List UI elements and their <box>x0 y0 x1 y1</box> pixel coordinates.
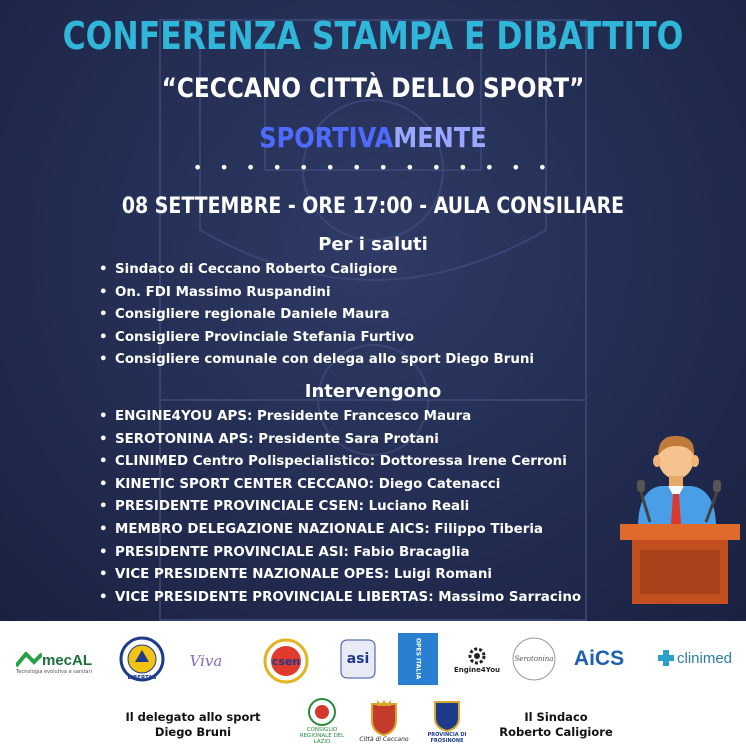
mecal-logo: mecAL Tecnologia evolutiva e sanitari <box>16 651 93 675</box>
event-subtitle: “CECCANO CITTÀ DELLO SPORT” <box>161 73 585 104</box>
clinimed-logo: clinimed <box>648 643 742 673</box>
list-item: • On. FDI Massimo Ruspandini <box>99 284 331 300</box>
event-title: CONFERENZA STAMPA E DIBATTITO <box>62 14 684 58</box>
list-item: • CLINIMED Centro Polispecialistico: Dottoressa Irene Cerroni <box>99 454 567 470</box>
list-item: • VICE PRESIDENTE NAZIONALE OPES: Luigi Romani <box>99 567 492 583</box>
opes-logo: OPES ITALIA <box>398 633 438 685</box>
aics-logo: AiCS <box>573 647 625 670</box>
viva-logo: Viva <box>189 652 223 670</box>
speaker-podium-icon <box>620 428 740 604</box>
sindaco-caption: Il Sindaco Roberto Caligiore <box>499 710 613 739</box>
list-item: • Sindaco di Ceccano Roberto Caligiore <box>99 262 398 277</box>
csen-logo: csen <box>262 637 310 685</box>
saluti-list <box>99 259 534 372</box>
interventi-list <box>99 406 581 609</box>
list-item: • SEROTONINA APS: Presidente Sara Protani <box>99 431 439 447</box>
brand-part-1: SPORTIVA <box>259 121 394 154</box>
brand-name <box>52 120 694 156</box>
consiglio-regionale-logo: CONSIGLIO REGIONALE DEL LAZIO <box>296 695 348 747</box>
brand-part-2: MENTE <box>393 121 487 154</box>
provincia-frosinone-logo: PROVINCIA DI FROSINONE <box>420 693 474 749</box>
delegate-caption: Il delegato allo sport Diego Bruni <box>125 710 261 739</box>
medical-cross-icon <box>658 650 674 666</box>
dotted-separator: • • • • • • • • • • • • • • <box>192 158 554 177</box>
serotonina-logo: Serotonina <box>510 635 558 683</box>
citta-ceccano-logo: Città di Ceccano <box>358 693 410 749</box>
saluti-title: Per i saluti <box>318 234 428 255</box>
asi-logo: asi <box>338 637 378 681</box>
list-item: • PRESIDENTE PROVINCIALE ASI: Fabio Bracaglia <box>99 544 470 560</box>
list-item: • VICE PRESIDENTE PROVINCIALE LIBERTAS: Massimo Sarracino <box>99 589 582 605</box>
engine4you-logo: Engine4You <box>456 635 498 685</box>
libertas-logo: LIBERTAS <box>118 635 166 683</box>
list-item: • MEMBRO DELEGAZIONE NAZIONALE AICS: Filippo Tiberia <box>99 521 543 537</box>
list-item: • ENGINE4YOU APS: Presidente Francesco Maura <box>99 409 472 424</box>
list-item: • Consigliere comunale con delega allo sport Diego Bruni <box>99 352 534 368</box>
sponsors-footer <box>0 621 746 751</box>
interventi-title: Intervengono <box>304 381 442 402</box>
list-item: • Consigliere regionale Daniele Maura <box>99 307 390 323</box>
event-date-line: 08 SETTEMBRE - ORE 17:00 - AULA CONSILIARE <box>121 194 625 219</box>
list-item: • PRESIDENTE PROVINCIALE CSEN: Luciano Reali <box>99 499 470 515</box>
list-item: • KINETIC SPORT CENTER CECCANO: Diego Catenacci <box>99 476 501 492</box>
gear-icon <box>467 646 487 666</box>
mecal-mark-icon <box>16 652 42 668</box>
list-item: • Consigliere Provinciale Stefania Furtivo <box>99 329 415 345</box>
